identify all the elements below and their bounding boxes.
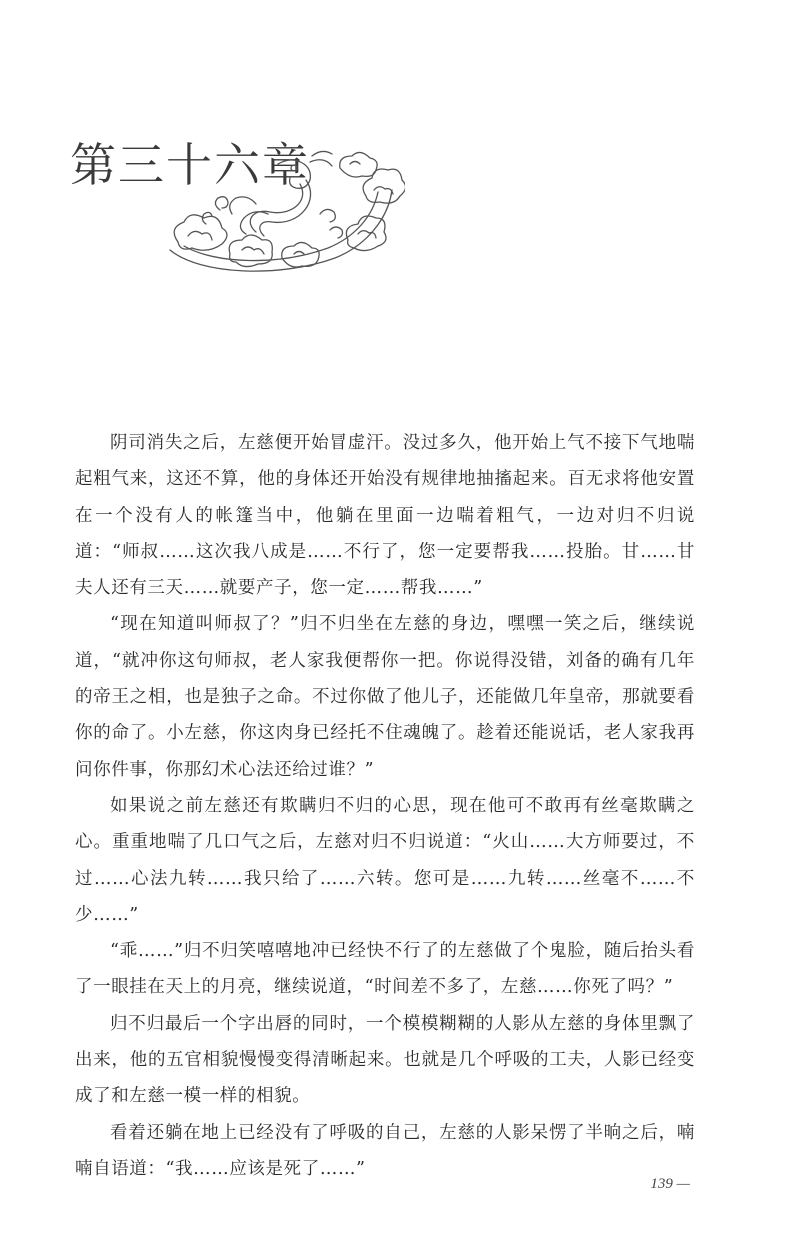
page-number: 139 — (650, 1176, 690, 1192)
cloud-dragon-ornament-icon (160, 150, 405, 280)
paragraph-2: “现在知道叫师叔了？”归不归坐在左慈的身边，嘿嘿一笑之后，继续说道，“就冲你这句师叔，老人家我便帮你一把。你说得没错，刘备的确有几年的帝王之相，也是独子之命。不过你做了他儿子，还能做几年皇帝，那就要看你的命了。小左慈，你这肉身已经托不住魂魄了。趁着还能说话，老人家我再问你件事，你那幻术心法还给过谁？” (75, 614, 695, 780)
paragraph-5: 归不归最后一个字出唇的同时，一个模模糊糊的人影从左慈的身体里飘了出来，他的五官相貌慢慢变得清晰起来。也就是几个呼吸的工夫，人影已经变成了和左慈一模一样的相貌。 (75, 1013, 695, 1107)
chapter-title: 第三十六章 (70, 138, 310, 192)
paragraph-6: 看着还躺在地上已经没有了呼吸的自己，左慈的人影呆愣了半晌之后，喃喃自语道：“我……应该是死了……” (75, 1122, 695, 1179)
paragraph-1: 阴司消失之后，左慈便开始冒虚汗。没过多久，他开始上气不接下气地喘起粗气来，这还不算，他的身体还开始没有规律地抽搐起来。百无求将他安置在一个没有人的帐篷当中，他躺在里面一边喘着粗气，一边对归不归说道：“师叔……这次我八成是……不行了，您一定要帮我……投胎。甘……甘夫人还有三天……就要产子，您一定……帮我……” (75, 433, 695, 599)
chapter-body (75, 425, 695, 1187)
paragraph-4: “乖……”归不归笑嘻嘻地冲已经快不行了的左慈做了个鬼脸，随后抬头看了一眼挂在天上的月亮，继续说道，“时间差不多了，左慈……你死了吗？” (75, 941, 695, 998)
paragraph-3: 如果说之前左慈还有欺瞒归不归的心思，现在他可不敢再有丝毫欺瞒之心。重重地喘了几口气之后，左慈对归不归说道：“火山……大方师要过，不过……心法九转……我只给了……六转。您可是……九转……丝毫不……不少……” (75, 795, 695, 925)
